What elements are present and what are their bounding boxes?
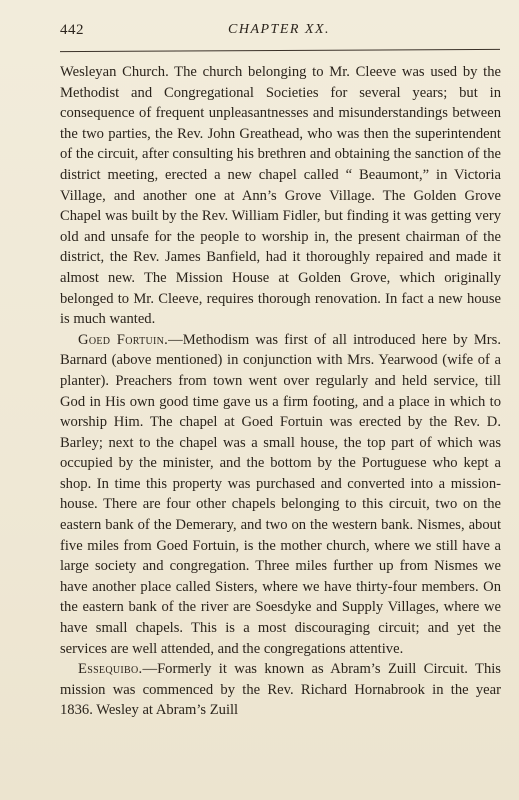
page-header: [60, 22, 499, 44]
section-heading-essequibo: Essequibo.: [78, 661, 143, 678]
paragraph-goed-fortuin-text: —Methodism was first of all introduced here by Mrs. Barnard (above mentioned) in conjunction with Mrs. Yearwood (wife of a planter). Preachers from town went over regularly and held service, till God in His own good time gave us a firm footing, and a place in which to worship Him. The chapel at Goed Fortuin was erected by the Rev. D. Barley; next to the chapel was a small house, the top part of which was occupied by the minister, and the bottom by the Portuguese who kept a shop. In time this property was purchased and converted into a mission-house. There are four other chapels belonging to this circuit, two on the eastern bank of the Demerary, and two on the western bank. Nismes, about five miles from Goed Fortuin, is the mother church, where we still have a large society and congregation. Three miles further up from Nismes we have another place called Sisters, where we have thirty-four members. On the eastern bank of the river are Soesdyke and Supply Villages, where we have small chapels. This is a most discouraging circuit; and yet the services are well attended, and the congregations attentive.: [60, 331, 501, 657]
running-head: CHAPTER XX.: [228, 22, 331, 37]
paragraph-essequibo-text: —Formerly it was known as Abram’s Zuill Circuit. This mission was commenced by the Rev. Richard Hornabrook in the year 1836. Wesley at Abram’s Zuill: [60, 661, 501, 719]
body-text: [60, 62, 501, 721]
section-heading-goed-fortuin: Goed Fortuin.: [78, 331, 169, 348]
paragraph-wesleyan-church: Wesleyan Church. The church belonging to Mr. Cleeve was used by the Methodist and Congregational Societies for several years; but in consequence of frequent unpleasantnesses and misunderstandings between the two parties, the Rev. John Greathead, who was then the superintendent of the circuit, after consulting his brethren and obtaining the sanction of the district meeting, erected a new chapel called “ Beaumont,” in Victoria Village, and another one at Ann’s Grove Village. The Golden Grove Chapel was built by the Rev. William Fidler, but finding it was getting very old and unsafe for the people to worship in, the present chairman of the district, the Rev. James Banfield, had it thoroughly repaired and made it almost new. The Mission House at Golden Grove, which originally belonged to Mr. Cleeve, requires thorough renovation. In fact a new house is much wanted.: [60, 64, 501, 328]
page-number: 442: [60, 22, 84, 38]
paragraph-essequibo: [60, 659, 501, 721]
paragraph-goed-fortuin: [60, 330, 501, 660]
header-rule: [60, 49, 500, 52]
